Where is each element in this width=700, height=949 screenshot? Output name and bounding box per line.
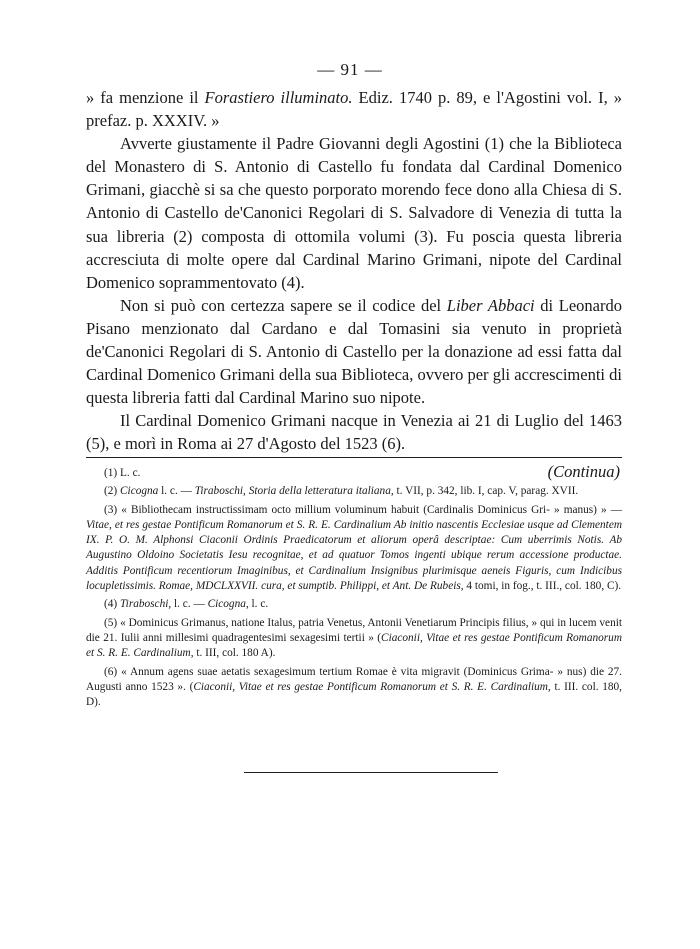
footnotes [86,466,622,713]
paragraph-1: » fa menzione il Forastiero illuminato. Ediz. 1740 p. 89, e l'Agostini vol. I, » prefaz. p. XXXIV. » [86,88,622,131]
main-text [86,86,622,483]
footnote-1: (1) L. c. [104,467,141,479]
end-rule [244,772,498,773]
paragraph-3: Non si può con certezza sapere se il codice del Liber Abbaci di Leonardo Pisano menzionato dal Cardano e dal Tomasini sia venuto in proprietà de'Canonici Regolari di S. Antonio di Castello per la donazione ad essi fatta dal Cardinal Domenico Grimani della sua Biblioteca, ovvero per gli accrescimenti di questa libreria fatti dal Cardinal Marino suo nipote. [86,295,622,408]
paragraph-2: Avverte giustamente il Padre Giovanni degli Agostini (1) che la Biblioteca del Monastero di S. Antonio di Castello fu fondata dal Cardinal Domenico Grimani, giacchè si sa che questo porporato morendo fece dono alla Chiesa di S. Antonio di Castello de'Canonici Regolari di S. Salvadore di Venezia di tutta la sua libreria (2) composta di ottomila volumi (3). Fu poscia questa libreria accresciuta di molte opere dal Cardinal Marino Grimani, nipote del Cardinal Domenico soprammentovato (4). [86,134,622,292]
paragraph-4: Il Cardinal Domenico Grimani nacque in Venezia ai 21 di Luglio del 1463 (5), e morì in Roma ai 27 d'Agosto del 1523 (6). [86,411,622,454]
footnote-4: (4) Tiraboschi, l. c. — Cicogna, l. c. [104,598,269,611]
footnote-6: (6) « Annum agens suae aetatis sexagesimum tertium Romae è vita migravit (Dominicus Grima- » nus) die 27. Augusti anno 1523 ». (Ciaconii, Vitae et res gestae Pontificum Romanorum et S. R. E. Cardinalium, t. III. col. 180, D). [86,665,623,709]
footnote-2: (2) Cicogna l. c. — Tiraboschi, Storia della letteratura italiana, t. VII, p. 342, lib. I, cap. V, parag. XVII. [104,485,579,498]
footnote-5: (5) « Dominicus Grimanus, natione Italus, patria Venetus, Antonii Venetiarum Principis filius, » qui in lucem venit die 21. Iulii anni millesimi quadragentesimi sexagesimi tertii » (Ciaconii, Vitae et res gestae Pontificum Romanorum et S. R. E. Cardinalium, t. III, col. 180 A). [86,616,622,660]
footnote-3: (3) « Bibliothecam instructissimam octo millium voluminum habuit (Cardinalis Dominicus Gri- » manus) » — Vitae, et res gestae Pontificum Romanorum et S. R. E. Cardinalium Ab initio nascentis Ecclesiae usque ad Clementem IX. P. O. M. Alphonsi Ciaconii Ordinis Praedicatorum et aliorum operâ descriptae: Cum uberrimis Notis. Ab Augustino Oldoino Societatis Iesu recognitae, et ad quatuor Tomos ingenti ubique rerum accessione productae. Additis Pontificum recentiorum Imaginibus, et Cardinalium Insignibus plurimisque aeneis Figuris, cum Indicibus locupletissimis. Romae, MDCLXXVII. cura, et sumptib. Philippi, et Ant. De Rubeis, 4 tomi, in fog., t. III., col. 180, C). [86,503,622,593]
page-number: — 91 — [317,60,383,79]
footnote-separator [86,457,622,458]
continua-label: (Continua) [547,461,620,481]
